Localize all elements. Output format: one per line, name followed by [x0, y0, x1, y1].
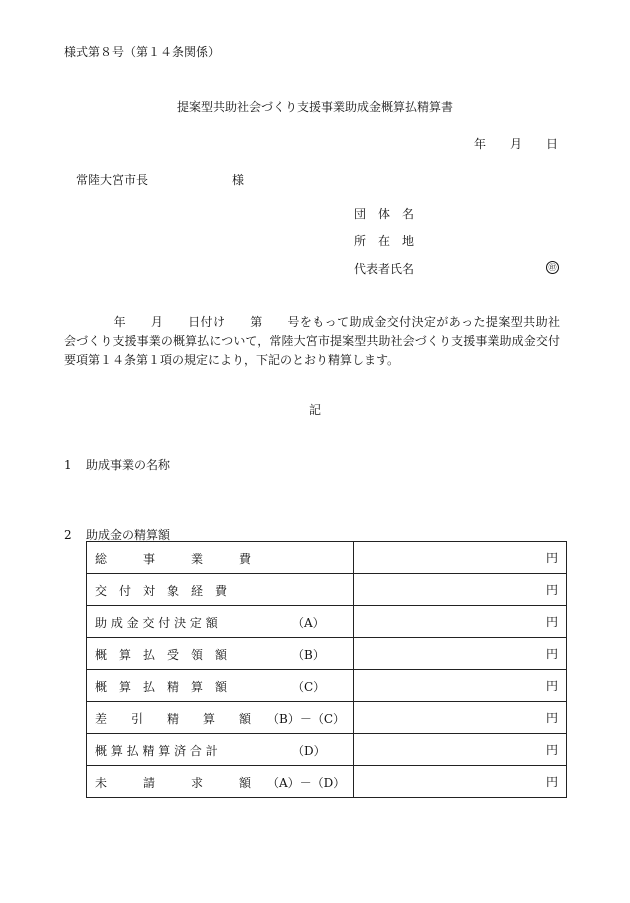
body-line: 要項第１４条第１項の規定により，下記のとおり精算します。 — [64, 353, 400, 367]
form-number: 様式第８号（第１４条関係） — [64, 45, 221, 59]
row-code: （B）－（C） — [267, 712, 346, 726]
unit-label: 円 — [545, 775, 558, 789]
applicant-organization-label: 団 体 名 — [354, 207, 415, 221]
body-paragraph — [64, 313, 560, 370]
row-code: （B） — [292, 648, 325, 662]
table-row — [87, 638, 567, 670]
row-label-cell — [87, 702, 354, 734]
row-label: 概 算 払 精 算 額 — [95, 680, 228, 694]
row-code: （A）－（D） — [267, 776, 346, 790]
date-year: 年 — [474, 137, 487, 151]
row-label-cell — [87, 574, 354, 606]
settlement-amount-table — [86, 541, 567, 798]
table-row — [87, 702, 567, 734]
unit-label: 円 — [545, 647, 558, 661]
unit-label: 円 — [545, 743, 558, 757]
applicant-address-label: 所 在 地 — [354, 234, 415, 248]
row-code: （D） — [292, 744, 326, 758]
unit-label: 円 — [545, 615, 558, 629]
unit-label: 円 — [545, 679, 558, 693]
body-line: 会づくり支援事業の概算払について，常陸大宮市提案型共助社会づくり支援事業助成金交付 — [64, 334, 560, 348]
amount-cell[interactable] — [354, 606, 567, 638]
amount-cell[interactable] — [354, 542, 567, 574]
section-2-heading — [64, 528, 170, 542]
amount-cell[interactable] — [354, 638, 567, 670]
section-number: 2 — [64, 528, 72, 542]
addressee-honorific: 様 — [232, 173, 245, 187]
unit-label: 円 — [545, 551, 558, 565]
section-1-heading — [64, 458, 170, 472]
amount-cell[interactable] — [354, 734, 567, 766]
row-label-cell — [87, 542, 354, 574]
ki-heading: 記 — [308, 403, 321, 417]
row-code: （A） — [292, 616, 325, 630]
table-row — [87, 606, 567, 638]
table-row — [87, 670, 567, 702]
row-label-cell — [87, 670, 354, 702]
section-title: 助成金の精算額 — [86, 528, 171, 542]
document-title: 提案型共助社会づくり支援事業助成金概算払精算書 — [176, 100, 453, 114]
table-row — [87, 574, 567, 606]
date-day: 日 — [546, 137, 559, 151]
row-label-cell — [87, 734, 354, 766]
row-label-cell — [87, 766, 354, 798]
amount-cell[interactable] — [354, 766, 567, 798]
row-label: 交 付 対 象 経 費 — [95, 584, 228, 598]
seal-mark: ㊞ — [546, 261, 559, 274]
date-month: 月 — [510, 137, 523, 151]
unit-label: 円 — [545, 583, 558, 597]
unit-label: 円 — [545, 711, 558, 725]
row-label: 助 成 金 交 付 決 定 額 — [95, 616, 218, 630]
row-label: 総 事 業 費 — [95, 552, 252, 566]
row-label: 概 算 払 受 領 額 — [95, 648, 228, 662]
row-label: 未 請 求 額 — [95, 776, 252, 790]
amount-cell[interactable] — [354, 702, 567, 734]
table-row — [87, 734, 567, 766]
row-code: （C） — [292, 680, 326, 694]
section-title: 助成事業の名称 — [86, 458, 171, 472]
row-label: 概 算 払 精 算 済 合 計 — [95, 744, 218, 758]
amount-cell[interactable] — [354, 670, 567, 702]
addressee-name: 常陸大宮市長 — [76, 173, 149, 187]
applicant-representative-label: 代表者氏名 — [354, 262, 415, 276]
body-line: 年 月 日付け 第 号をもって助成金交付決定があった提案型共助社 — [64, 315, 560, 329]
row-label-cell — [87, 606, 354, 638]
row-label-cell — [87, 638, 354, 670]
table-row — [87, 766, 567, 798]
addressee — [76, 173, 244, 187]
row-label: 差 引 精 算 額 — [95, 712, 252, 726]
amount-cell[interactable] — [354, 574, 567, 606]
table-row — [87, 542, 567, 574]
date-line — [474, 137, 558, 151]
section-number: 1 — [64, 458, 72, 472]
